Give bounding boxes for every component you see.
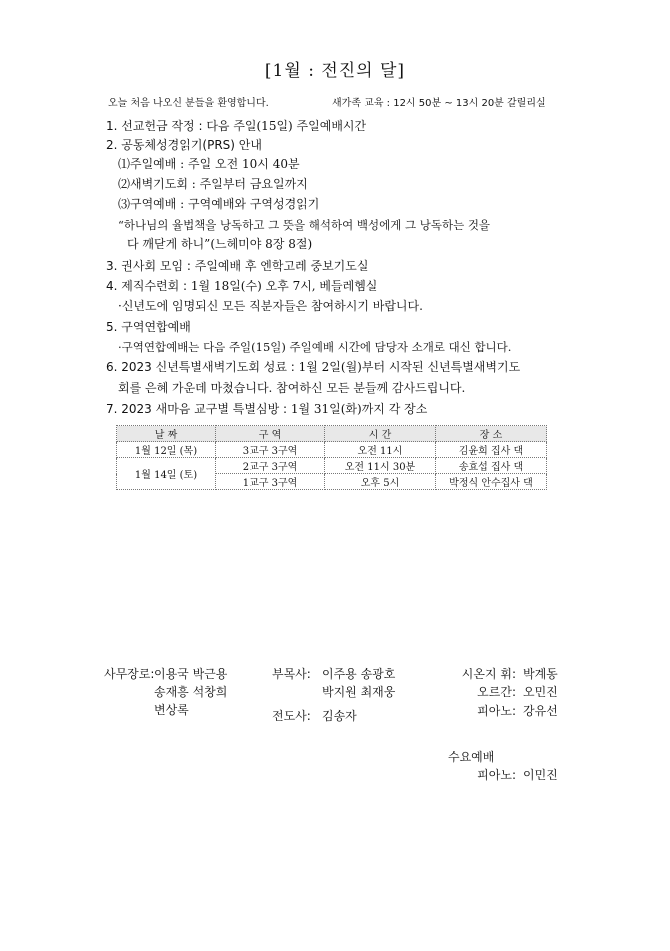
conductor-name: 박계동 — [523, 667, 558, 681]
notice-item-7-head: 7. 2023 새마음 교구별 특별심방 : — [106, 402, 288, 416]
cell-place: 송효섭 집사 댁 — [436, 458, 547, 474]
notice-item-1 — [106, 118, 576, 135]
pianist-label: 피아노: — [477, 704, 516, 718]
notice-item-7-body: 1월 31일(화)까지 각 장소 — [287, 402, 428, 416]
cell-date: 1월 12일 (목) — [117, 442, 216, 458]
wednesday-service-label: 수요예배 — [448, 750, 495, 764]
notice-item-2 — [106, 137, 576, 154]
evangelist-label: 전도사: — [272, 709, 311, 723]
cell-date: 1월 14일 (토) — [117, 458, 216, 490]
notice-item-4-head: 4. 제직수련회 : — [106, 279, 188, 293]
notice-item-4-sub: ·신년도에 임명되신 모든 직분자들은 참여하시기 바랍니다. — [118, 299, 423, 313]
notice-item-2-sub-3: ⑶구역예배 : 구역예배와 구역성경읽기 — [118, 197, 320, 211]
notice-item-2-sub-1: ⑴주일예배 : 주일 오전 10시 40분 — [118, 157, 300, 171]
notice-item-5-head: 5. 구역연합예배 — [106, 320, 191, 334]
bible-quote-line-2: 다 깨닫게 하니”(느헤미야 8장 8절) — [127, 237, 313, 251]
notice-item-5-sub: ·구역연합예배는 다음 주일(15일) 주일예배 시간에 담당자 소개로 대신 합니다. — [118, 340, 512, 354]
welcome-message: 오늘 처음 나오신 분들을 환영합니다. — [108, 98, 269, 109]
cell-area: 1교구 3구역 — [216, 474, 325, 490]
admin-elders-name: 송재흥 석창희 — [154, 685, 228, 699]
visitation-schedule-table — [116, 425, 547, 490]
wednesday-pianist-label: 피아노: — [477, 768, 516, 782]
table-row — [117, 458, 547, 474]
cell-place: 김윤희 집사 댁 — [436, 442, 547, 458]
admin-elders-label: 사무장로: — [104, 667, 155, 681]
header-date: 날 짜 — [117, 426, 216, 442]
page-title: [1월 : 전진의 달] — [264, 61, 406, 81]
table-header-row — [117, 426, 547, 442]
header-place: 장 소 — [436, 426, 547, 442]
notice-item-3 — [106, 258, 576, 275]
notice-item-3-head: 3. 권사회 모임 : — [106, 259, 191, 273]
admin-elders-name: 변상록 — [154, 703, 189, 717]
header-time: 시 간 — [325, 426, 436, 442]
notice-item-1-head: 1. 선교헌금 작정 : — [106, 119, 203, 133]
organist-label: 오르간: — [477, 685, 516, 699]
organist-name: 오민진 — [523, 685, 558, 699]
evangelist-name: 김송자 — [322, 709, 357, 723]
notice-item-6-sub: 회를 은혜 가운데 마쳤습니다. 참여하신 모든 분들께 감사드립니다. — [118, 381, 466, 395]
bible-quote-line-1: “하나님의 율법책을 낭독하고 그 뜻을 해석하여 백성에게 그 낭독하는 것을 — [118, 218, 491, 232]
notice-item-4-body: 1월 18일(수) 오후 7시, 베들레헴실 — [187, 279, 378, 293]
wednesday-pianist-name: 이민진 — [523, 768, 558, 782]
notice-item-7 — [106, 401, 576, 418]
header-area: 구 역 — [216, 426, 325, 442]
associate-pastor-name: 박지원 최재웅 — [322, 685, 396, 699]
conductor-label: 시온지 휘: — [461, 667, 516, 681]
notice-item-5 — [106, 319, 576, 336]
admin-elders-name: 이용국 박근용 — [154, 667, 228, 681]
associate-pastor-name: 이주용 송광호 — [322, 667, 396, 681]
cell-area: 3교구 3구역 — [216, 442, 325, 458]
cell-time: 오전 11시 30분 — [325, 458, 436, 474]
notice-item-2-sub-2: ⑵새벽기도회 : 주일부터 금요일까지 — [118, 177, 308, 191]
cell-area: 2교구 3구역 — [216, 458, 325, 474]
cell-time: 오전 11시 — [325, 442, 436, 458]
notice-item-6 — [106, 359, 576, 376]
notice-item-6-head: 6. 2023 신년특별새벽기도회 성료 : — [106, 360, 295, 374]
notice-item-3-body: 주일예배 후 엔학고레 중보기도실 — [190, 259, 369, 273]
table-row — [117, 442, 547, 458]
notice-item-4 — [106, 278, 576, 295]
new-family-education: 새가족 교육 : 12시 50분 ~ 13시 20분 갈릴리실 — [332, 98, 546, 109]
pianist-name: 강유선 — [523, 704, 558, 718]
associate-pastors-label: 부목사: — [272, 667, 311, 681]
notice-item-6-body: 1월 2일(월)부터 시작된 신년특별새벽기도 — [294, 360, 521, 374]
cell-time: 오후 5시 — [325, 474, 436, 490]
cell-place: 박정식 안수집사 댁 — [436, 474, 547, 490]
notice-item-2-head: 2. 공동체성경읽기(PRS) 안내 — [106, 138, 262, 152]
notice-item-1-body: 다음 주일(15일) 주일예배시간 — [202, 119, 367, 133]
